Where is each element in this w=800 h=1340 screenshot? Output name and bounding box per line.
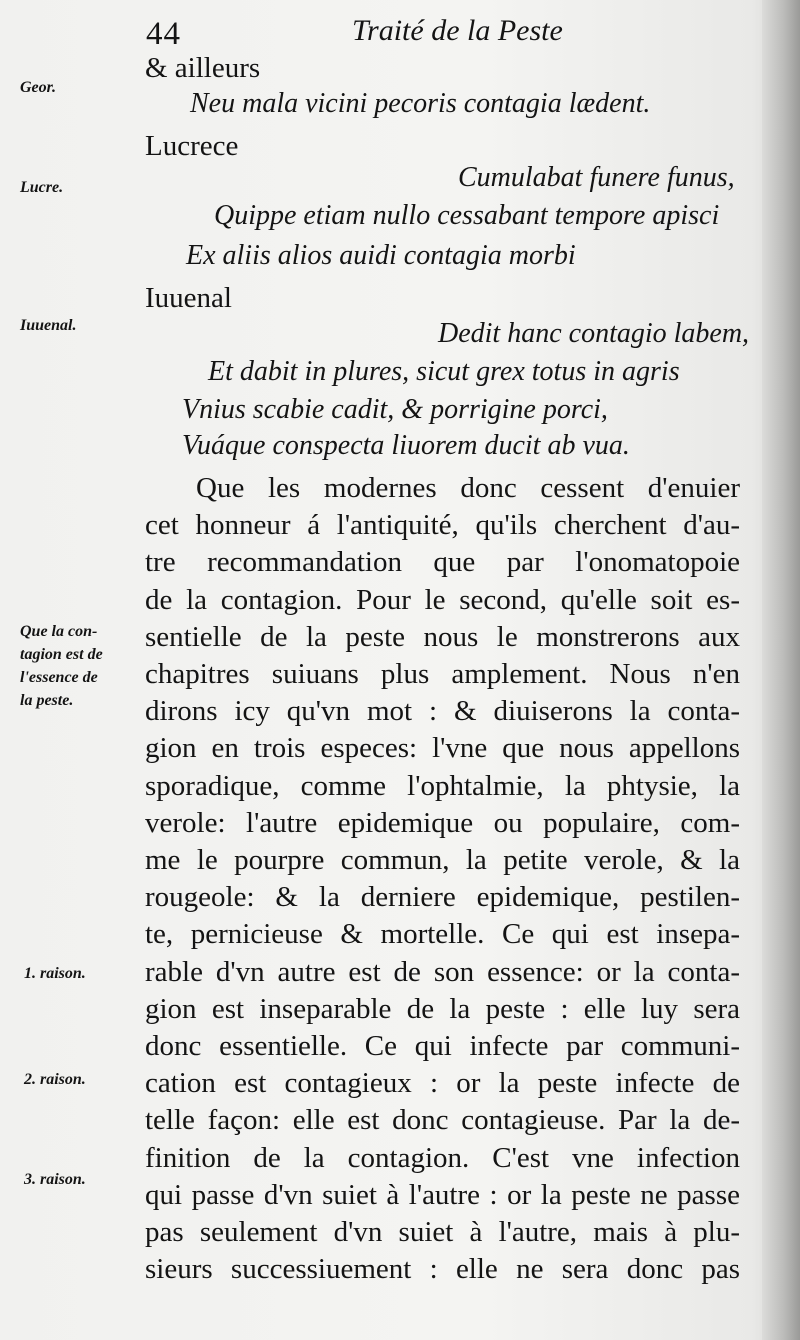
body-line-text: rougeole: & la derniere epidemique, pestilen- (145, 881, 740, 914)
quote-iuuenal-line: Dedit hanc contagio labem, (438, 318, 750, 349)
body-line (145, 621, 740, 654)
body-line-text: verole: l'autre epidemique ou populaire, com- (145, 806, 740, 839)
body-line (145, 1179, 740, 1212)
quote-iuuenal-line: Et dabit in plures, sicut grex totus in agris (208, 356, 680, 387)
quote-lucrece-line: Ex aliis alios auidi contagia morbi (186, 240, 576, 271)
body-line-text: gion est inseparable de la peste : elle luy sera (145, 992, 740, 1025)
quote-lucrece-line: Quippe etiam nullo cessabant tempore apisci (214, 200, 720, 231)
body-line-text: donc essentielle. Ce qui infecte par communi- (145, 1030, 740, 1062)
body-line (145, 1030, 740, 1063)
body-line (145, 807, 740, 840)
body-line (145, 695, 740, 728)
body-line-text: rable d'vn autre est de son essence: or la conta- (145, 955, 740, 988)
margin-note-contagion-line: tagion est de (20, 646, 103, 663)
margin-note-iuuenal: Iuuenal. (20, 317, 77, 334)
page-header (0, 8, 760, 52)
quote-iuuenal-line: Vuáque conspecta liuorem ducit ab vua. (182, 430, 630, 461)
quote-intro: & ailleurs (145, 52, 261, 84)
body-line (196, 472, 740, 505)
body-line-text: sentielle de la peste nous le monstrerons aux (145, 620, 740, 653)
body-line-text: sporadique, comme l'ophtalmie, la phtysie, la (145, 769, 740, 802)
body-line (145, 1253, 740, 1286)
body-line-text: telle façon: elle est donc contagieuse. Par la de- (145, 1104, 740, 1137)
margin-note-raison-1: 1. raison. (24, 965, 86, 982)
body-line (145, 584, 740, 617)
quote-iuuenal-line: Vnius scabie cadit, & porrigine porci, (182, 394, 608, 425)
body-line (145, 993, 740, 1026)
body-line (145, 509, 740, 542)
body-line-text: Que les modernes donc cessent d'enuier (196, 472, 740, 504)
margin-note-raison-2: 2. raison. (24, 1071, 86, 1088)
body-line (145, 1104, 740, 1137)
quote-virgil: Neu mala vicini pecoris contagia lædent. (190, 88, 651, 119)
body-line (145, 732, 740, 765)
body-line-text: pas seulement d'vn suiet à l'autre, mais à plu- (145, 1216, 740, 1248)
running-title: Traité de la Peste (352, 14, 563, 47)
body-line-text: te, pernicieuse & mortelle. Ce qui est insepa- (145, 918, 740, 951)
body-line-text: me le pourpre commun, la petite verole, & la (145, 844, 740, 876)
body-line (145, 956, 740, 989)
body-line (145, 658, 740, 691)
margin-note-contagion-line: l'essence de (20, 669, 98, 686)
body-line-text: sieurs successiuement : elle ne sera donc pas (145, 1253, 740, 1286)
body-line-text: cet honneur á l'antiquité, qu'ils cherchent d'au- (145, 509, 740, 542)
body-line-text: cation est contagieux : or la peste infecte de (145, 1067, 740, 1100)
margin-note-contagion-line: Que la con- (20, 623, 98, 640)
body-line (145, 881, 740, 914)
body-line-text: tre recommandation que par l'onomatopoie (145, 546, 740, 579)
quote-author-iuuenal: Iuuenal (145, 282, 232, 314)
quote-lucrece-line: Cumulabat funere funus, (458, 162, 735, 193)
body-line (145, 918, 740, 951)
body-line-text: chapitres suiuans plus amplement. Nous n'en (145, 658, 740, 690)
body-line (145, 546, 740, 579)
page-gutter (762, 0, 800, 1340)
margin-note-raison-3: 3. raison. (24, 1171, 86, 1188)
body-line-text: gion en trois especes: l'vne que nous appellons (145, 732, 740, 765)
body-line (145, 844, 740, 877)
margin-note-contagion-line: la peste. (20, 692, 74, 709)
body-line-text: de la contagion. Pour le second, qu'elle soit es- (145, 583, 740, 616)
margin-note-lucre: Lucre. (20, 179, 64, 196)
body-line (145, 1216, 740, 1249)
body-line (145, 770, 740, 803)
margin-note-contagion (20, 620, 103, 712)
body-line-text: qui passe d'vn suiet à l'autre : or la peste ne passe (145, 1178, 740, 1211)
body-line-text: dirons icy qu'vn mot : & diuiserons la conta- (145, 695, 740, 728)
page-number: 44 (146, 16, 181, 52)
body-line-text: finition de la contagion. C'est vne infection (145, 1141, 740, 1174)
margin-note-geor: Geor. (20, 79, 56, 96)
quote-author-lucrece: Lucrece (145, 130, 239, 162)
body-line (145, 1142, 740, 1175)
body-line (145, 1067, 740, 1100)
